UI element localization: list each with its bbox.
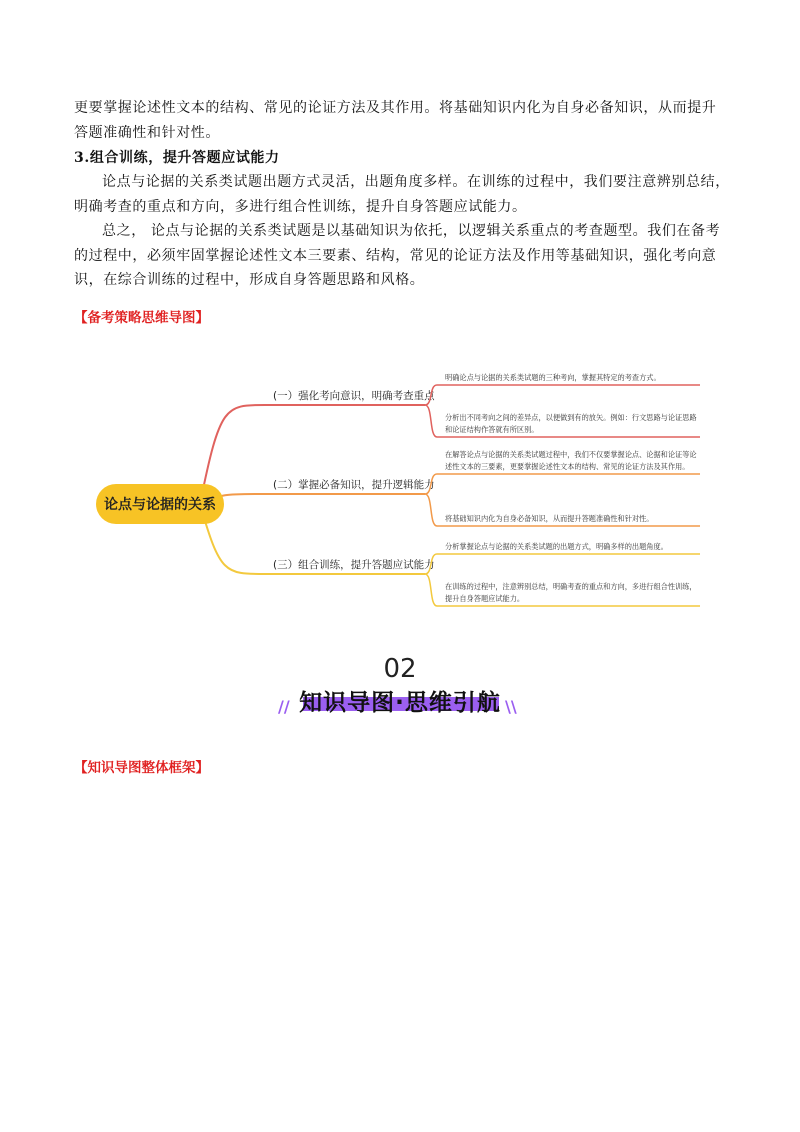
leaf-connector <box>425 494 437 526</box>
paragraph-3: 总之， 论点与论据的关系类试题是以基础知识为依托，以逻辑关系重点的考查题型。我们在备考的过程中，必须牢固掌握论述性文本三要素、结构，常见的论证方法及作用等基础知识，强化考向意识，在综合训练的过程中，形成自身答题思路和风格。 <box>74 223 721 288</box>
paragraph-2: 论点与论据的关系类试题出题方式灵活，出题角度多样。在训练的过程中，我们要注意辨别总结，明确考查的重点和方向，多进行组合性训练，提升自身答题应试能力。 <box>74 174 730 215</box>
branch-label: (二）掌握必备知识，提升逻辑能力 <box>273 479 435 491</box>
leaf-text: 分析出不同考向之间的差异点，以便做到有的放矢。例如：行文思路与论证思路 <box>445 413 697 422</box>
banner-number: 02 <box>383 654 417 684</box>
leaf-text: 在解答论点与论据的关系类试题过程中，我们不仅要掌握论点、论据和论证等论 <box>445 450 697 459</box>
leaf-connector <box>425 405 437 437</box>
leaf-text: 提升自身答题应试能力。 <box>445 594 525 603</box>
branch-label: (三）组合训练，提升答题应试能力 <box>273 559 435 571</box>
leaf-text: 明确论点与论据的关系类试题的三种考向，掌握其特定的考查方式。 <box>445 373 661 382</box>
leaf-text: 将基础知识内化为自身必备知识，从而提升答题准确性和针对性。 <box>445 514 654 523</box>
leaf-text: 和论证结构作答就有所区别。 <box>445 425 539 434</box>
branch-label: (一）强化考向意识，明确考查重点 <box>273 390 435 402</box>
banner-slash-right: \\ <box>505 697 517 716</box>
section-title-strategy-map: 【备考策略思维导图】 <box>74 310 209 326</box>
leaf-text: 分析掌握论点与论据的关系类试题的出题方式，明确多样的出题角度。 <box>445 542 668 551</box>
leaf-text: 在训练的过程中，注意辨别总结，明确考查的重点和方向，多进行组合性训练， <box>445 582 697 591</box>
banner-slash-left: // <box>278 697 290 716</box>
mind-map <box>0 350 800 630</box>
section-title-knowledge-framework: 【知识导图整体框架】 <box>74 760 209 776</box>
paragraph-1: 更要掌握论述性文本的结构、常见的论证方法及其作用。将基础知识内化为自身必备知识，从而提升答题准确性和针对性。 <box>74 100 717 141</box>
leaf-text: 述性文本的三要素，更要掌握论述性文本的结构、常见的论证方法及其作用。 <box>445 462 690 471</box>
banner-title: 知识导图·思维引航 <box>299 690 501 716</box>
center-node-label: 论点与论据的关系 <box>104 497 216 513</box>
leaf-connector <box>425 574 437 606</box>
heading-3: 3.组合训练，提升答题应试能力 <box>74 150 280 166</box>
